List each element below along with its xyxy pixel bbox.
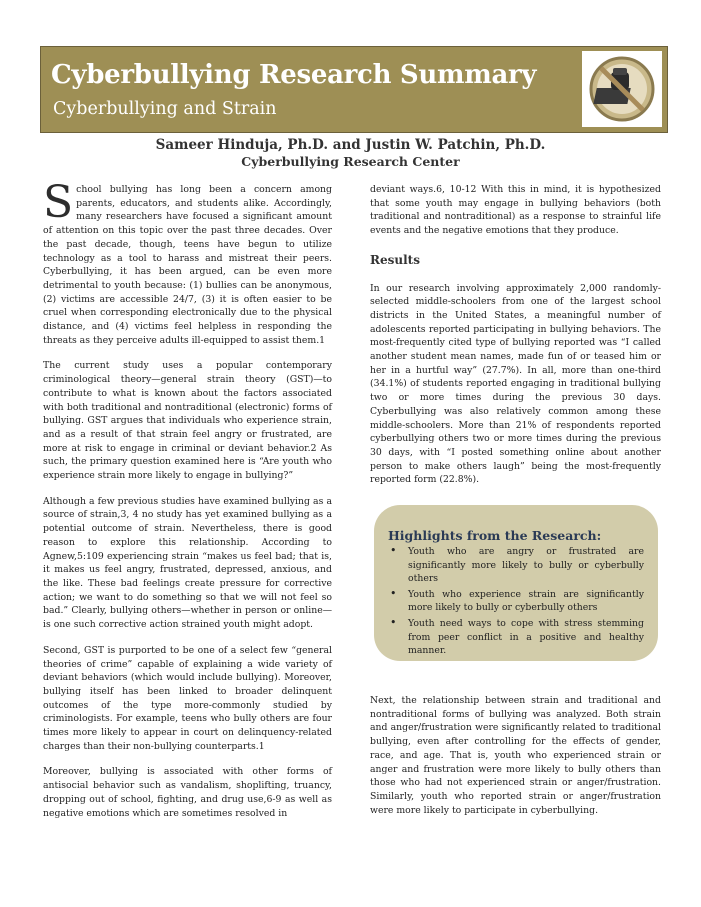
left-column bbox=[43, 177, 332, 820]
paragraph: Second, GST is purported to be one of a select few “general theories of crime” capable of explaining a wide variety of deviant behaviors (which would include bullying). Moreover, bullying itself has been linked to broader delinquent outcomes of the type more-commonly studied by criminologists. For example, teens who bully others are four times more likely to appear in court on delinquency-related charges than their non-bullying counterparts.1 bbox=[43, 644, 332, 752]
highlights-title: Highlights from the Research: bbox=[388, 528, 602, 543]
results-heading: Results bbox=[370, 252, 420, 267]
highlights-box bbox=[374, 505, 658, 661]
document-title: Cyberbullying Research Summary bbox=[51, 60, 537, 90]
drop-cap: S bbox=[43, 177, 74, 228]
fist-on-keyboard-no-symbol-icon bbox=[587, 54, 657, 124]
logo bbox=[582, 51, 662, 127]
paragraph: Moreover, bullying is associated with other forms of antisocial behavior such as vandalism, shoplifting, truancy, dropping out of school, fighting, and drug use,6-9 as well as negative emotions which are sometimes resolved in bbox=[43, 766, 332, 819]
paragraph: Next, the relationship between strain and traditional and nontraditional forms of bullying was analyzed. Both strain and anger/frustration were significantly related to traditional bullying, even after controlling for the effects of gender, race, and age. That is, youth who experienced strain or anger and frustration were more likely to bully others than those who had not experienced strain or anger/frustration. Similarly, youth who reported strain or anger/frustration were more likely to participate in cyberbullying. bbox=[370, 695, 661, 816]
highlights-list bbox=[388, 545, 644, 660]
paragraph: The current study uses a popular contemporary criminological theory—general strain theory (GST)—to contribute to what is known about the factors associated with both traditional and nontraditional (electronic) forms of bullying. GST argues that individuals who experience strain, and as a result of that strain feel angry or frustrated, are more at risk to engage in criminal or deviant behavior.2 As such, the primary question examined here is “Are youth who experience strain more likely to engage in bullying?” bbox=[43, 360, 332, 482]
paragraph: In our research involving approximately 2,000 randomly-selected middle-schoolers from one of the largest school districts in the United States, a meaningful number of adolescents reported participating in bullying behaviors. The most-frequently cited type of bullying reported was “I called another student mean names, made fun of or teased him or her in a hurtful way” (27.7%). In all, more than one-third (34.1%) of students reported engaging in traditional bullying two or more times during the previous 30 days. Cyberbullying was also relatively common among these middle-schoolers. More than 21% of respondents reported cyberbullying others two or more times during the previous 30 days, with “I posted something online about another person to make others laugh” being the most-frequently reported form (22.8%). bbox=[370, 282, 661, 486]
paragraph: deviant ways.6, 10-12 With this in mind, it is hypothesized that some youth may engage in bullying behaviors (both traditional and nontraditional) as a response to strainful life events and the negative emotions that they produce. bbox=[370, 184, 661, 237]
intro-paragraph bbox=[43, 177, 332, 347]
organization: Cyberbullying Research Center bbox=[241, 154, 460, 169]
right-column bbox=[370, 183, 661, 499]
document-subtitle: Cyberbullying and Strain bbox=[53, 99, 277, 119]
paragraph: Although a few previous studies have examined bullying as a source of strain,3, 4 no study has yet examined bullying as a potential outcome of strain. Nevertheless, there is good reason to explore this relationship. According to Agnew,5:109 experiencing strain “makes us feel bad; that is, it makes us feel angry, frustrated, depressed, anxious, and the like. These bad feelings create pressure for corrective action; we want to do something so that we will not feel so bad.” Clearly, bullying others—whether in person or online—is one such corrective action strained youth might adopt. bbox=[43, 495, 332, 631]
highlight-item: • Youth who experience strain are significantly more likely to bully or cyberbully others bbox=[388, 588, 644, 615]
header-banner bbox=[40, 46, 668, 133]
highlight-item: • Youth need ways to cope with stress stemming from peer conflict in a positive and healthy manner. bbox=[388, 617, 644, 658]
highlight-item: • Youth who are angry or frustrated are significantly more likely to bully or cyberbully others bbox=[388, 545, 644, 586]
right-column-lower bbox=[370, 694, 661, 817]
intro-text: chool bullying has long been a concern among parents, educators, and students alike. Accordingly, many researchers have focused a significant amount of attention on this topic over the past three decades. Over the past decade, though, teens have begun to utilize technology as a tool to harass and mistreat their peers. Cyberbullying, it has been argued, can be even more detrimental to youth because: (1) bullies can be anonymous, (2) victims are accessible 24/7, (3) it is often easier to be cruel when corresponding electronically due to the physical distance, and (4) victims feel helpless in responding the threats as they perceive adults ill-equipped to assist them.1 bbox=[43, 184, 332, 346]
authors: Sameer Hinduja, Ph.D. and Justin W. Patchin, Ph.D. bbox=[155, 137, 546, 153]
